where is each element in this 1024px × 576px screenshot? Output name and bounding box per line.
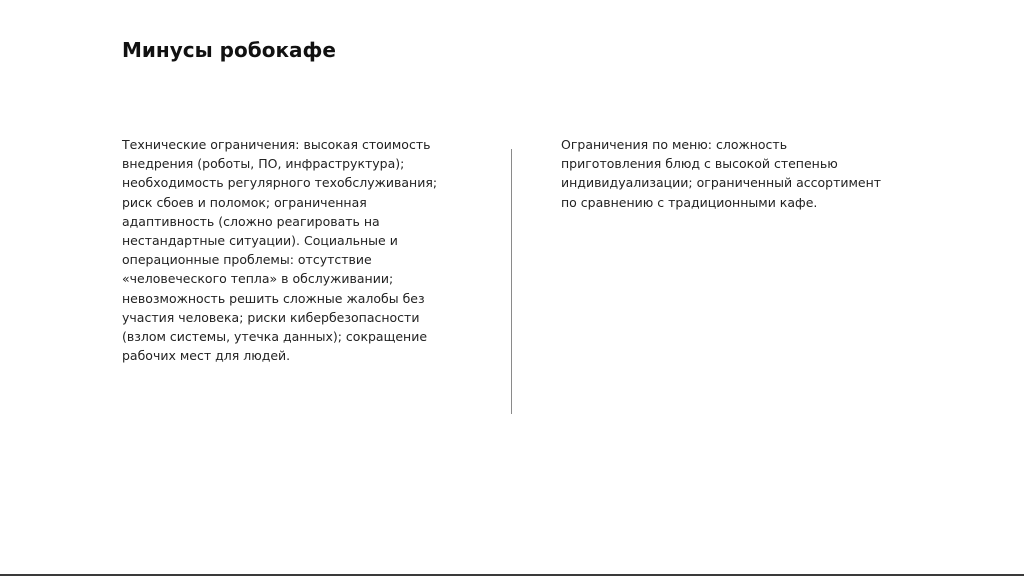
- slide-title: Минусы робокафе: [122, 38, 336, 62]
- right-column-text: Ограничения по меню: сложность приготовления блюд с высокой степенью индивидуализации; ограниченный ассортимент по сравнению с традиционными кафе.: [561, 137, 882, 210]
- column-divider: [511, 149, 512, 414]
- left-column-text: Технические ограничения: высокая стоимость внедрения (роботы, ПО, инфраструктура); необходимость регулярного техобслуживания; риск сбоев и поломок; ограниченная адаптивность (сложно реагировать на нестандартные ситуации). Социальные и операционные проблемы: отсутствие «человеческого тепла» в обслуживании; невозможность решить сложные жалобы без участия человека; риски кибербезопасности (взлом системы, утечка данных); сокращение рабочих мест для людей.: [122, 137, 438, 364]
